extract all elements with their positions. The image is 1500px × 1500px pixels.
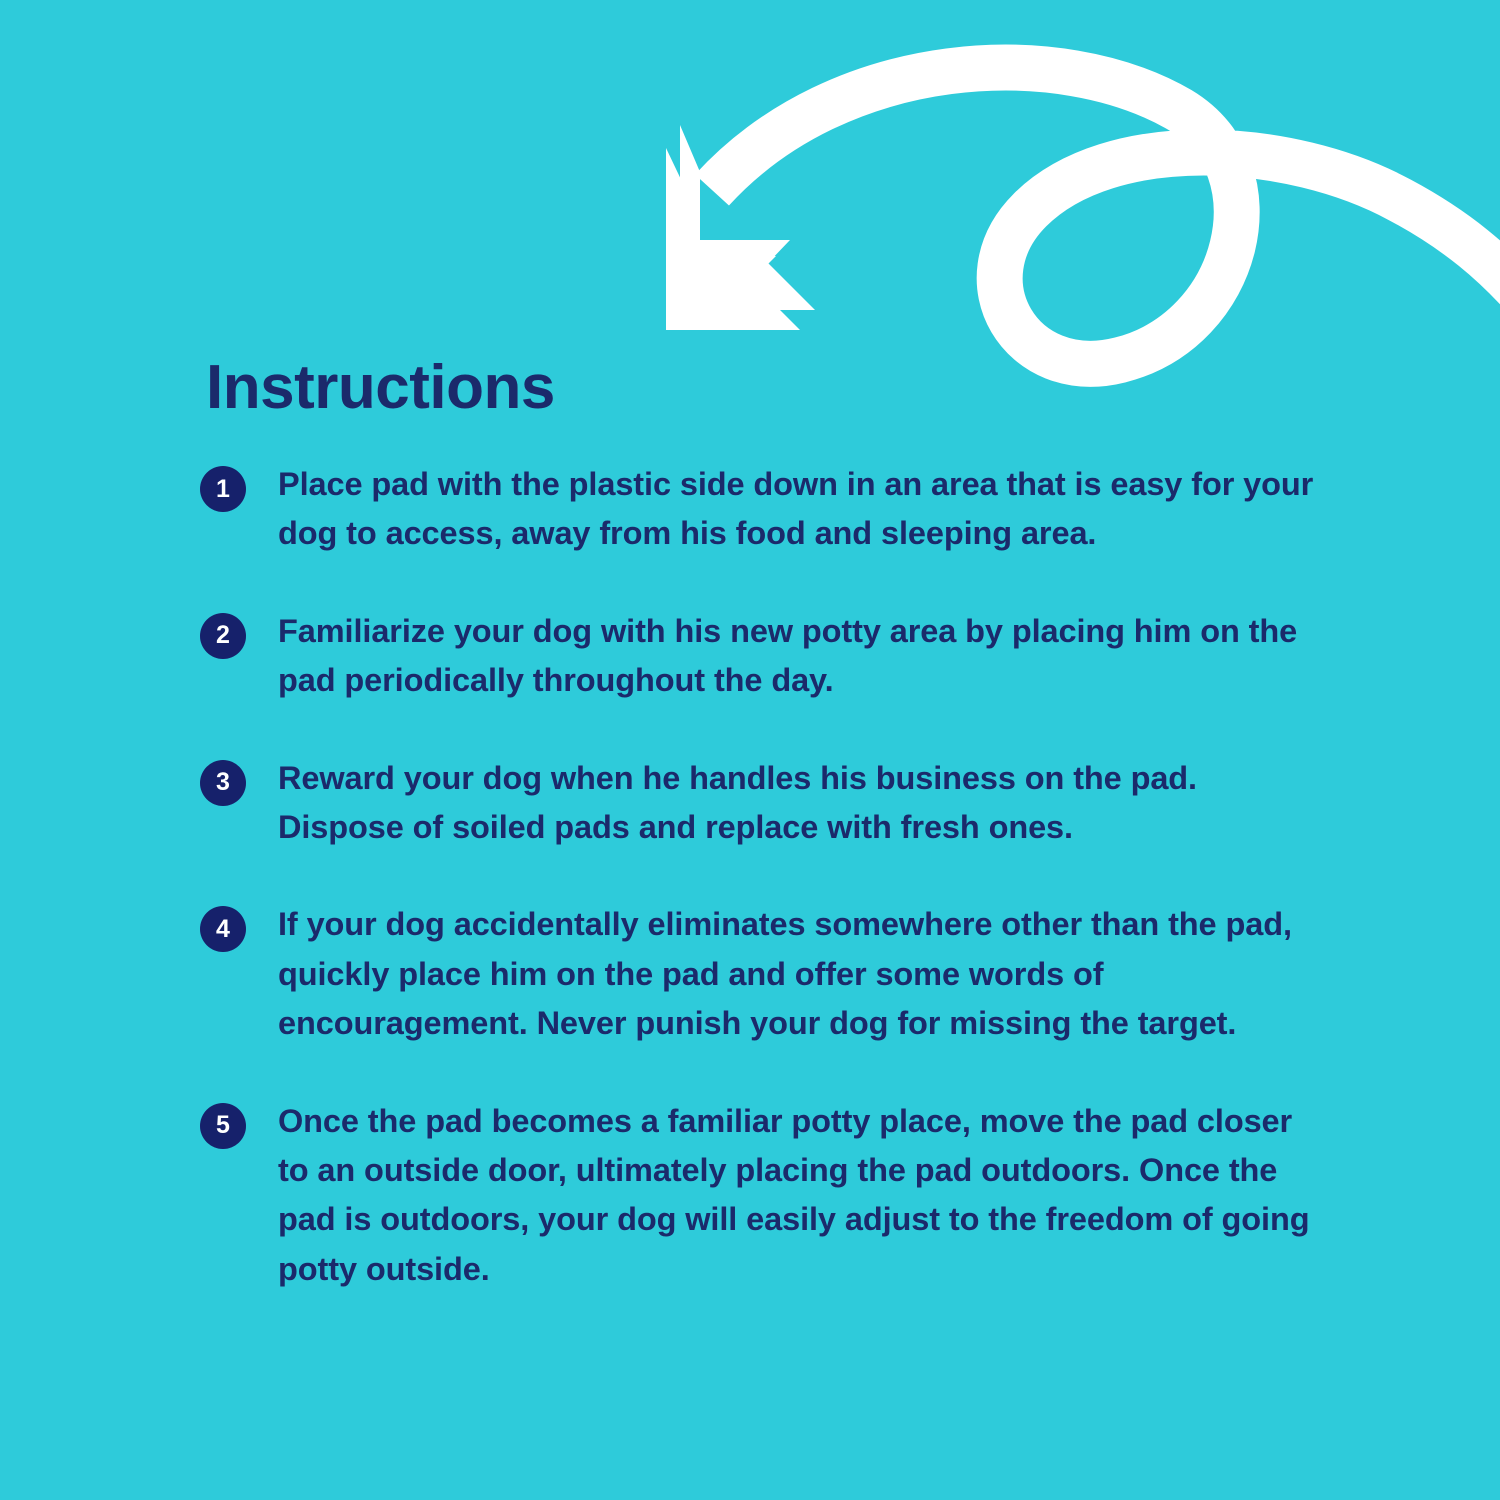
list-item bbox=[200, 607, 1340, 706]
step-text: If your dog accidentally eliminates somewhere other than the pad, quickly place him on the pad and offer some words of encouragement. Never punish your dog for missing the target. bbox=[278, 906, 1292, 1042]
step-text: Familiarize your dog with his new potty area by placing him on the pad periodically throughout the day. bbox=[278, 612, 1298, 699]
step-text: Reward your dog when he handles his business on the pad. Dispose of soiled pads and replace with fresh ones. bbox=[278, 759, 1197, 846]
list-item bbox=[200, 754, 1340, 853]
step-text: Place pad with the plastic side down in an area that is easy for your dog to access, away from his food and sleeping area. bbox=[278, 466, 1314, 552]
step-text: Once the pad becomes a familiar potty place, move the pad closer to an outside door, ultimately placing the pad outdoors. Once the pad is outdoors, your dog will easily adjust to the freedom of going potty outside. bbox=[278, 1102, 1310, 1287]
list-item bbox=[200, 900, 1340, 1048]
list-item bbox=[200, 1097, 1340, 1295]
step-number-badge: 5 bbox=[200, 1103, 246, 1149]
step-number-badge: 3 bbox=[200, 760, 246, 806]
instructions-content bbox=[200, 355, 1340, 1294]
step-number-badge: 1 bbox=[200, 466, 246, 512]
step-number-badge: 4 bbox=[200, 906, 246, 952]
step-number-badge: 2 bbox=[200, 613, 246, 659]
page-title: Instructions bbox=[206, 353, 555, 422]
list-item bbox=[200, 460, 1340, 559]
